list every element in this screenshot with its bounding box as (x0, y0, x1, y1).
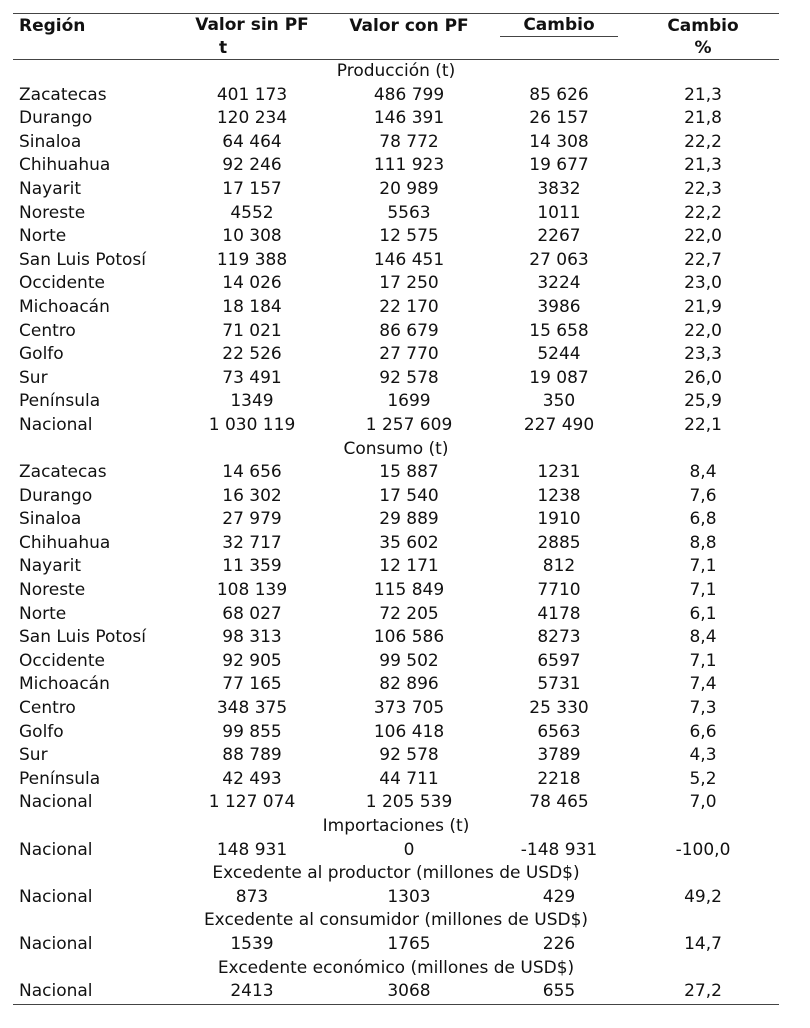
valor-sin-pf-cell: 14 026 (222, 273, 282, 294)
cambio-cell: 5731 (537, 674, 581, 695)
section-header-row (13, 957, 779, 981)
cambio-pct-cell: 4,3 (689, 745, 717, 766)
valor-con-pf-cell: 106 586 (373, 627, 445, 648)
region-cell: Centro (19, 320, 76, 341)
cambio-pct-cell: 7,3 (689, 698, 717, 719)
region-cell: Durango (19, 108, 93, 129)
cambio-pct-cell: 22,2 (684, 131, 722, 152)
region-cell: Nayarit (19, 178, 81, 199)
region-cell: Zacatecas (19, 84, 107, 105)
table-row (13, 249, 779, 273)
cambio-pct-cell: 22,1 (684, 414, 722, 435)
valor-sin-pf-cell: 88 789 (222, 745, 282, 766)
valor-con-pf-cell: 29 889 (379, 509, 439, 530)
section-header-row (13, 862, 779, 886)
region-cell: Nacional (19, 933, 93, 954)
valor-con-pf-cell: 1 257 609 (365, 414, 453, 435)
region-cell: Golfo (19, 721, 64, 742)
region-cell: Sinaloa (19, 131, 82, 152)
cambio-pct-cell: 22,3 (684, 178, 722, 199)
region-cell: Nacional (13, 980, 177, 1004)
table-row (13, 768, 779, 792)
cambio-cell: 1011 (537, 202, 581, 223)
cambio-cell: 227 490 (523, 414, 595, 435)
header-valor-sin-pf (177, 14, 327, 38)
section-header-row (13, 815, 779, 839)
cambio-pct-cell: 22,7 (684, 249, 722, 270)
region-cell: Michoacán (19, 674, 110, 695)
region-cell: Sur (19, 745, 48, 766)
valor-con-pf-cell: 1 205 539 (365, 792, 453, 813)
cambio-cell: 1231 (537, 462, 581, 483)
cambio-cell: 8273 (537, 627, 581, 648)
cambio-pct-cell: 22,2 (684, 202, 722, 223)
header-cambio-pct-unit: % (627, 37, 779, 60)
table-row (13, 579, 779, 603)
header-valor-sin-pf-unit: t (219, 38, 228, 58)
valor-con-pf-cell: 92 578 (379, 367, 439, 388)
cambio-pct-cell: 23,0 (684, 273, 722, 294)
table-header (13, 14, 779, 60)
table-row (13, 485, 779, 509)
cambio-cell: -148 931 (520, 839, 598, 860)
table-row (13, 84, 779, 108)
valor-sin-pf-cell: 68 027 (222, 603, 282, 624)
table-row (13, 390, 779, 414)
cambio-pct-cell: 26,0 (684, 367, 722, 388)
region-cell: Nacional (19, 414, 93, 435)
cambio-cell: 3832 (537, 178, 581, 199)
valor-sin-pf-cell: 99 855 (222, 721, 282, 742)
cambio-cell: 19 087 (529, 367, 589, 388)
valor-con-pf-cell: 78 772 (379, 131, 439, 152)
cambio-pct-cell: 7,1 (689, 650, 717, 671)
region-cell: Sur (19, 367, 48, 388)
region-cell: Michoacán (19, 296, 110, 317)
valor-con-pf-cell: 1699 (387, 391, 431, 412)
valor-con-pf-cell: 12 575 (379, 226, 439, 247)
cambio-pct-cell: 21,9 (684, 296, 722, 317)
valor-sin-pf-cell: 42 493 (222, 768, 282, 789)
section-title: Excedente al productor (millones de USD$) (212, 863, 580, 884)
section-title: Excedente económico (millones de USD$) (217, 957, 575, 978)
table-row (13, 461, 779, 485)
table-row (13, 980, 779, 1004)
cambio-pct-cell: 27,2 (627, 980, 779, 1004)
valor-con-pf-cell: 373 705 (373, 698, 445, 719)
region-cell: Norte (19, 226, 67, 247)
valor-sin-pf-cell: 73 491 (222, 367, 282, 388)
table-body (13, 60, 779, 1005)
header-region: Región (13, 14, 177, 38)
valor-sin-pf-cell: 16 302 (222, 485, 282, 506)
table-row (13, 791, 779, 815)
cambio-pct-cell: 21,3 (684, 84, 722, 105)
valor-sin-pf-cell: 11 359 (222, 556, 282, 577)
cambio-cell: 2885 (537, 532, 581, 553)
data-table (13, 13, 779, 1005)
cambio-cell: 7710 (537, 580, 581, 601)
cambio-pct-cell: 14,7 (684, 933, 722, 954)
table-row (13, 178, 779, 202)
header-cambio (491, 14, 627, 38)
valor-sin-pf-cell: 1539 (230, 933, 274, 954)
region-cell: Durango (19, 485, 93, 506)
valor-sin-pf-cell: 92 905 (222, 650, 282, 671)
section-title: Consumo (t) (343, 438, 449, 459)
cambio-pct-cell: 8,4 (689, 462, 717, 483)
valor-con-pf-cell: 1303 (387, 886, 431, 907)
valor-sin-pf-cell: 14 656 (222, 462, 282, 483)
table-row (13, 532, 779, 556)
valor-sin-pf-cell: 32 717 (222, 532, 282, 553)
region-cell: Nacional (19, 886, 93, 907)
section-title: Excedente al consumidor (millones de USD$) (203, 910, 589, 931)
cambio-pct-cell: 21,3 (684, 155, 722, 176)
valor-con-pf-cell: 106 418 (373, 721, 445, 742)
table-row (13, 650, 779, 674)
table-row (13, 886, 779, 910)
valor-con-pf-cell: 44 711 (379, 768, 439, 789)
region-cell: Golfo (19, 344, 64, 365)
region-cell: Noreste (19, 580, 86, 601)
region-cell: Nacional (19, 839, 93, 860)
cambio-cell: 1238 (537, 485, 581, 506)
valor-con-pf-cell: 27 770 (379, 344, 439, 365)
valor-con-pf-cell: 17 250 (379, 273, 439, 294)
valor-sin-pf-cell: 64 464 (222, 131, 282, 152)
valor-sin-pf-cell: 2413 (177, 980, 327, 1004)
cambio-pct-cell: 25,9 (684, 391, 722, 412)
table-row (13, 131, 779, 155)
valor-sin-pf-cell: 1 127 074 (208, 792, 296, 813)
cambio-pct-cell: 7,0 (689, 792, 717, 813)
cambio-cell: 3986 (537, 296, 581, 317)
cambio-pct-cell: 6,8 (689, 509, 717, 530)
section-title: Producción (t) (336, 61, 456, 81)
cambio-cell: 78 465 (529, 792, 589, 813)
valor-sin-pf-cell: 27 979 (222, 509, 282, 530)
region-cell: Península (19, 768, 101, 789)
cambio-cell: 14 308 (529, 131, 589, 152)
header-valor-sin-pf-unit-cell (177, 37, 327, 60)
valor-con-pf-cell: 35 602 (379, 532, 439, 553)
valor-sin-pf-cell: 18 184 (222, 296, 282, 317)
cambio-cell: 2267 (537, 226, 581, 247)
table-row (13, 343, 779, 367)
valor-con-pf-cell: 115 849 (373, 580, 445, 601)
table-row (13, 721, 779, 745)
valor-con-pf-cell: 20 989 (379, 178, 439, 199)
valor-sin-pf-cell: 348 375 (216, 698, 288, 719)
cambio-cell: 6563 (537, 721, 581, 742)
section-header-row (13, 60, 779, 84)
valor-con-pf-cell: 22 170 (379, 296, 439, 317)
header-valor-con-pf: Valor con PF (327, 14, 491, 38)
valor-con-pf-cell: 17 540 (379, 485, 439, 506)
table-row (13, 272, 779, 296)
cambio-cell: 27 063 (529, 249, 589, 270)
cambio-cell: 26 157 (529, 108, 589, 129)
region-cell: Nayarit (19, 556, 81, 577)
valor-sin-pf-cell: 98 313 (222, 627, 282, 648)
valor-sin-pf-cell: 148 931 (216, 839, 288, 860)
cambio-cell: 6597 (537, 650, 581, 671)
region-cell: Nacional (19, 792, 93, 813)
table-row (13, 555, 779, 579)
section-header-row (13, 438, 779, 462)
table-row (13, 320, 779, 344)
cambio-cell: 25 330 (529, 698, 589, 719)
table-row (13, 154, 779, 178)
valor-sin-pf-cell: 71 021 (222, 320, 282, 341)
valor-con-pf-cell: 92 578 (379, 745, 439, 766)
region-cell: Península (19, 391, 101, 412)
cambio-pct-cell: 22,0 (684, 226, 722, 247)
region-cell: Zacatecas (19, 462, 107, 483)
table-row (13, 626, 779, 650)
cambio-cell: 1910 (537, 509, 581, 530)
valor-con-pf-cell: 1765 (387, 933, 431, 954)
cambio-pct-cell: 49,2 (684, 886, 722, 907)
cambio-cell: 3224 (537, 273, 581, 294)
section-title: Importaciones (t) (322, 816, 470, 836)
cambio-pct-cell: 8,4 (689, 627, 717, 648)
valor-sin-pf-cell: 1349 (230, 391, 274, 412)
cambio-cell: 655 (491, 980, 627, 1004)
cambio-pct-cell: 7,1 (689, 580, 717, 601)
cambio-pct-cell: 22,0 (684, 320, 722, 341)
valor-con-pf-cell: 15 887 (379, 462, 439, 483)
valor-sin-pf-cell: 120 234 (216, 108, 288, 129)
cambio-cell: 4178 (537, 603, 581, 624)
table-row (13, 414, 779, 438)
valor-con-pf-cell: 3068 (327, 980, 491, 1004)
valor-sin-pf-cell: 4552 (230, 202, 274, 223)
header-valor-con-pf-cont (327, 37, 491, 60)
cambio-pct-cell: 6,6 (689, 721, 717, 742)
valor-sin-pf-cell: 119 388 (216, 249, 288, 270)
region-cell: Occidente (19, 650, 105, 671)
valor-con-pf-cell: 486 799 (373, 84, 445, 105)
table-row (13, 296, 779, 320)
region-cell: Occidente (19, 273, 105, 294)
header-cambio-cont (491, 37, 627, 60)
table-row (13, 603, 779, 627)
table-row (13, 673, 779, 697)
valor-con-pf-cell: 5563 (387, 202, 431, 223)
header-cambio-pct: Cambio (627, 14, 779, 38)
cambio-cell: 226 (542, 933, 576, 954)
cambio-cell: 5244 (537, 344, 581, 365)
cambio-cell: 350 (542, 391, 576, 412)
cambio-pct-cell: 7,6 (689, 485, 717, 506)
cambio-pct-cell: 8,8 (689, 532, 717, 553)
table-row (13, 202, 779, 226)
cambio-pct-cell: 23,3 (684, 344, 722, 365)
region-cell: Chihuahua (19, 155, 111, 176)
valor-con-pf-cell: 82 896 (379, 674, 439, 695)
cambio-pct-cell: 21,8 (684, 108, 722, 129)
valor-con-pf-cell: 99 502 (379, 650, 439, 671)
header-region-cont (13, 37, 177, 60)
cambio-cell: 812 (542, 556, 576, 577)
cambio-pct-cell: -100,0 (675, 839, 731, 860)
region-cell: San Luis Potosí (19, 627, 147, 648)
table-row (13, 839, 779, 863)
cambio-cell: 2218 (537, 768, 581, 789)
region-cell: Noreste (19, 202, 86, 223)
header-cambio-label: Cambio (500, 14, 618, 37)
valor-sin-pf-cell: 17 157 (222, 178, 282, 199)
cambio-pct-cell: 5,2 (689, 768, 717, 789)
region-cell: Centro (19, 698, 76, 719)
cambio-pct-cell: 7,4 (689, 674, 717, 695)
valor-con-pf-cell: 72 205 (379, 603, 439, 624)
cambio-cell: 3789 (537, 745, 581, 766)
table-row (13, 107, 779, 131)
cambio-cell: 85 626 (529, 84, 589, 105)
cambio-cell: 429 (542, 886, 576, 907)
valor-con-pf-cell: 86 679 (379, 320, 439, 341)
table-row (13, 508, 779, 532)
header-valor-sin-pf-label: Valor sin PF (195, 15, 309, 35)
section-header-row (13, 909, 779, 933)
table-row (13, 697, 779, 721)
cambio-cell: 15 658 (529, 320, 589, 341)
table-row (13, 744, 779, 768)
valor-sin-pf-cell: 873 (235, 886, 269, 907)
valor-con-pf-cell: 146 391 (373, 108, 445, 129)
valor-sin-pf-cell: 77 165 (222, 674, 282, 695)
valor-con-pf-cell: 12 171 (379, 556, 439, 577)
valor-sin-pf-cell: 401 173 (216, 84, 288, 105)
cambio-cell: 19 677 (529, 155, 589, 176)
cambio-pct-cell: 6,1 (689, 603, 717, 624)
valor-sin-pf-cell: 22 526 (222, 344, 282, 365)
cambio-pct-cell: 7,1 (689, 556, 717, 577)
valor-sin-pf-cell: 10 308 (222, 226, 282, 247)
table-row (13, 933, 779, 957)
valor-con-pf-cell: 111 923 (373, 155, 445, 176)
valor-con-pf-cell: 146 451 (373, 249, 445, 270)
region-cell: San Luis Potosí (19, 249, 147, 270)
valor-sin-pf-cell: 108 139 (216, 580, 288, 601)
table-row (13, 225, 779, 249)
region-cell: Chihuahua (19, 532, 111, 553)
region-cell: Sinaloa (19, 509, 82, 530)
table-row (13, 367, 779, 391)
valor-sin-pf-cell: 92 246 (222, 155, 282, 176)
region-cell: Norte (19, 603, 67, 624)
valor-con-pf-cell: 0 (403, 839, 415, 860)
valor-sin-pf-cell: 1 030 119 (208, 414, 296, 435)
